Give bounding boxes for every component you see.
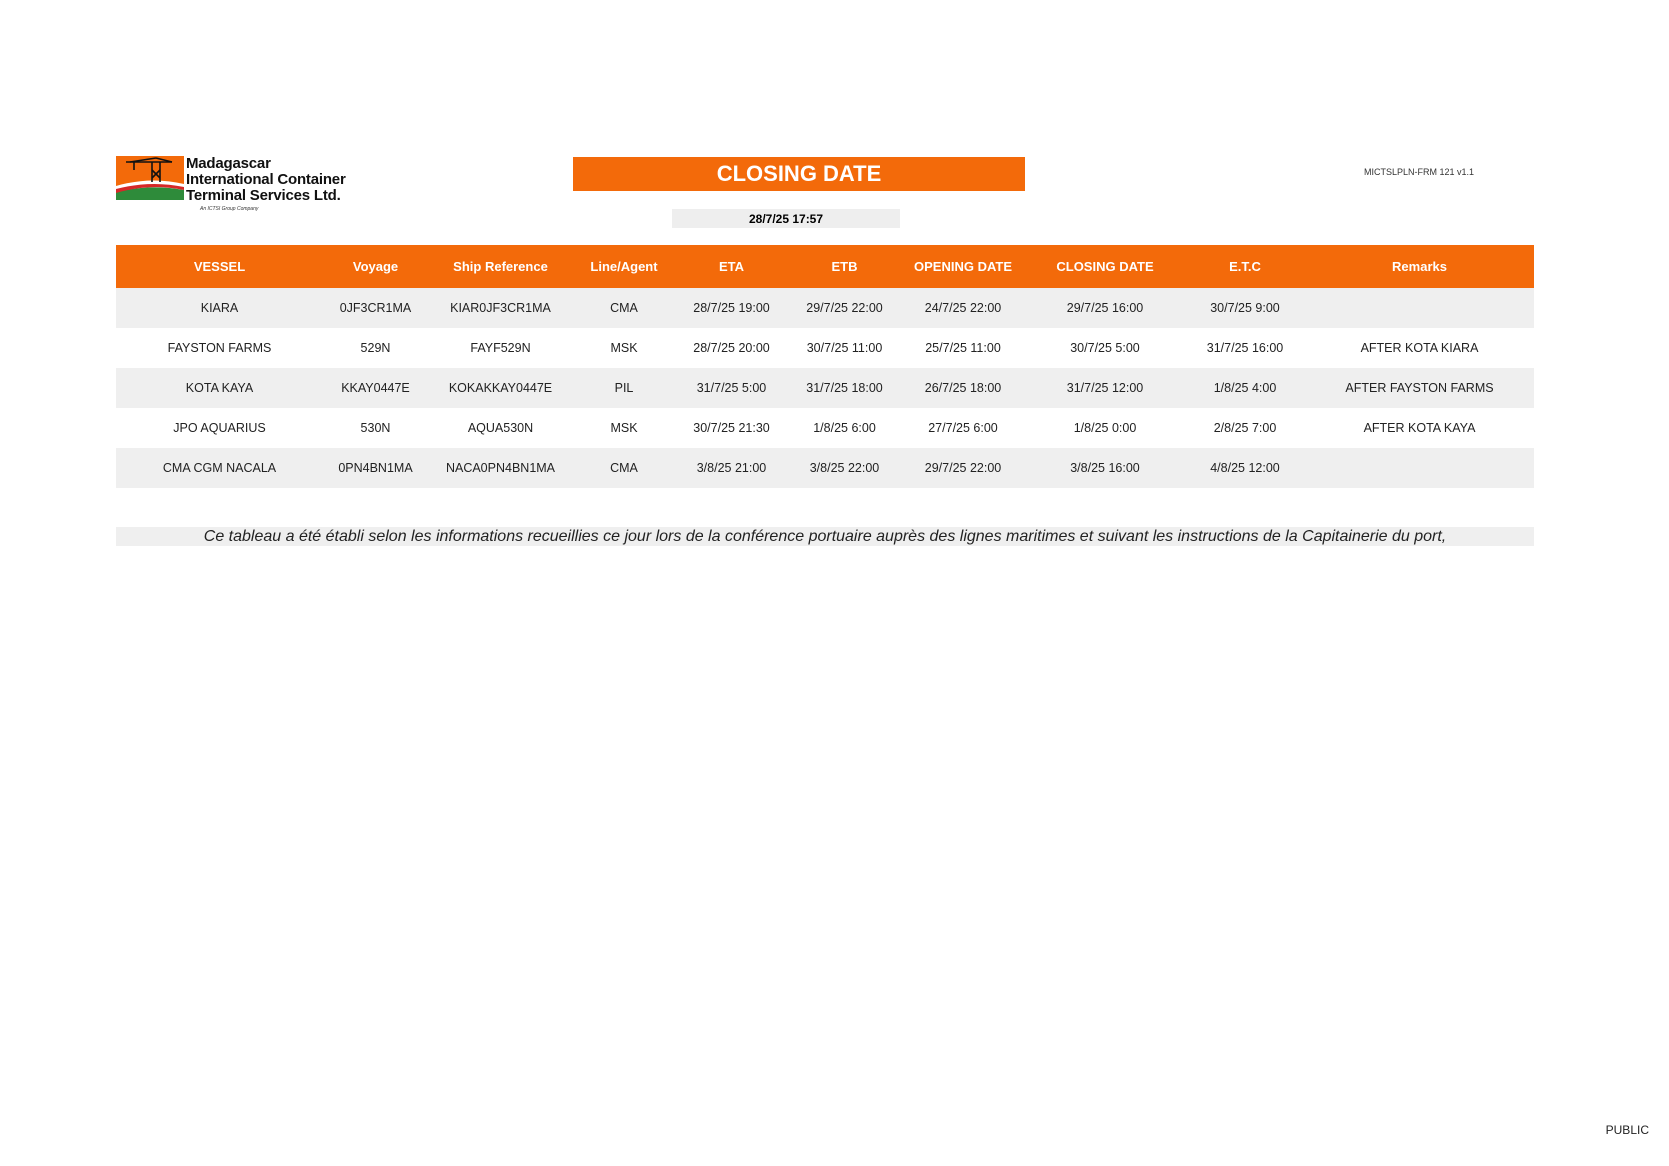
cell-etc: 30/7/25 9:00 (1185, 288, 1305, 328)
cell-closing-date: 29/7/25 16:00 (1025, 288, 1185, 328)
table-body (116, 288, 1534, 488)
cell-etb: 3/8/25 22:00 (788, 448, 901, 488)
column-header-voyage: Voyage (323, 245, 428, 288)
cell-opening-date: 29/7/25 22:00 (901, 448, 1025, 488)
column-header-eta: ETA (675, 245, 788, 288)
cell-etc: 31/7/25 16:00 (1206, 341, 1284, 355)
table-row (116, 408, 1534, 448)
column-header-remarks: Remarks (1305, 245, 1534, 288)
cell-closing-date: 31/7/25 12:00 (1025, 368, 1185, 408)
cell-ship-reference: KOKAKKAY0447E (428, 368, 573, 408)
column-header-line-agent: Line/Agent (573, 245, 675, 288)
company-subtitle: An ICTSI Group Company (200, 206, 259, 212)
cell-voyage: 0PN4BN1MA (323, 448, 428, 488)
cell-line-agent: MSK (610, 421, 638, 435)
cell-voyage: 529N (360, 341, 391, 355)
cell-closing-date: 3/8/25 16:00 (1025, 448, 1185, 488)
report-timestamp: 28/7/25 17:57 (672, 209, 900, 228)
cell-opening-date: 26/7/25 18:00 (901, 368, 1025, 408)
cell-etc: 2/8/25 7:00 (1213, 421, 1277, 435)
cell-etb: 29/7/25 22:00 (788, 288, 901, 328)
cell-vessel: FAYSTON FARMS (167, 341, 272, 355)
disclaimer-note: Ce tableau a été établi selon les informations recueillies ce jour lors de la conférence portuaire auprès des lignes maritimes et suivant les instructions de la Capitainerie du port, (116, 527, 1534, 546)
classification-label: PUBLIC (1605, 1123, 1649, 1137)
column-header-closing-date: CLOSING DATE (1025, 245, 1185, 288)
cell-line-agent: MSK (610, 341, 638, 355)
table-row (116, 288, 1534, 328)
company-name-line: Madagascar (186, 155, 271, 172)
column-header-ship-reference: Ship Reference (428, 245, 573, 288)
cell-ship-reference: FAYF529N (470, 341, 531, 355)
cell-eta: 3/8/25 21:00 (675, 448, 788, 488)
table-header-row (116, 245, 1534, 288)
company-name (186, 156, 346, 204)
cell-line-agent: PIL (573, 368, 675, 408)
cell-ship-reference: KIAR0JF3CR1MA (428, 288, 573, 328)
column-header-vessel: VESSEL (116, 245, 323, 288)
cell-remarks (1305, 448, 1534, 488)
cell-closing-date: 1/8/25 0:00 (1073, 421, 1137, 435)
column-header-etc: E.T.C (1185, 245, 1305, 288)
cell-remarks: AFTER FAYSTON FARMS (1305, 368, 1534, 408)
table-row (116, 328, 1534, 368)
cell-opening-date: 24/7/25 22:00 (901, 288, 1025, 328)
column-header-opening-date: OPENING DATE (901, 245, 1025, 288)
cell-opening-date: 27/7/25 6:00 (928, 421, 998, 435)
cell-remarks: AFTER KOTA KAYA (1363, 421, 1476, 435)
column-header-etb: ETB (788, 245, 901, 288)
form-reference: MICTSLPLN-FRM 121 v1.1 (1364, 167, 1475, 177)
cell-voyage: 0JF3CR1MA (323, 288, 428, 328)
company-name-line: International Container (186, 171, 346, 188)
cell-etb: 1/8/25 6:00 (813, 421, 876, 435)
cell-line-agent: CMA (573, 448, 675, 488)
table-row (116, 368, 1534, 408)
cell-eta: 28/7/25 20:00 (693, 341, 770, 355)
cell-vessel: KOTA KAYA (116, 368, 323, 408)
cell-eta: 30/7/25 21:30 (693, 421, 770, 435)
cell-closing-date: 30/7/25 5:00 (1070, 341, 1140, 355)
cell-remarks: AFTER KOTA KIARA (1360, 341, 1479, 355)
closing-date-table (116, 245, 1534, 488)
cell-etb: 31/7/25 18:00 (788, 368, 901, 408)
cell-vessel: KIARA (116, 288, 323, 328)
crane-logo-icon (116, 156, 184, 200)
cell-vessel: CMA CGM NACALA (116, 448, 323, 488)
cell-voyage: 530N (360, 421, 391, 435)
cell-eta: 31/7/25 5:00 (675, 368, 788, 408)
cell-remarks (1305, 288, 1534, 328)
table-row (116, 448, 1534, 488)
cell-line-agent: CMA (573, 288, 675, 328)
cell-ship-reference: NACA0PN4BN1MA (428, 448, 573, 488)
cell-vessel: JPO AQUARIUS (173, 421, 266, 435)
cell-etc: 4/8/25 12:00 (1185, 448, 1305, 488)
cell-ship-reference: AQUA530N (467, 421, 534, 435)
company-name-line: Terminal Services Ltd. (186, 187, 341, 204)
cell-eta: 28/7/25 19:00 (675, 288, 788, 328)
page-title: CLOSING DATE (573, 157, 1025, 191)
company-logo (116, 156, 356, 214)
cell-etb: 30/7/25 11:00 (806, 341, 883, 355)
cell-etc: 1/8/25 4:00 (1185, 368, 1305, 408)
cell-voyage: KKAY0447E (323, 368, 428, 408)
cell-opening-date: 25/7/25 11:00 (925, 341, 1001, 355)
